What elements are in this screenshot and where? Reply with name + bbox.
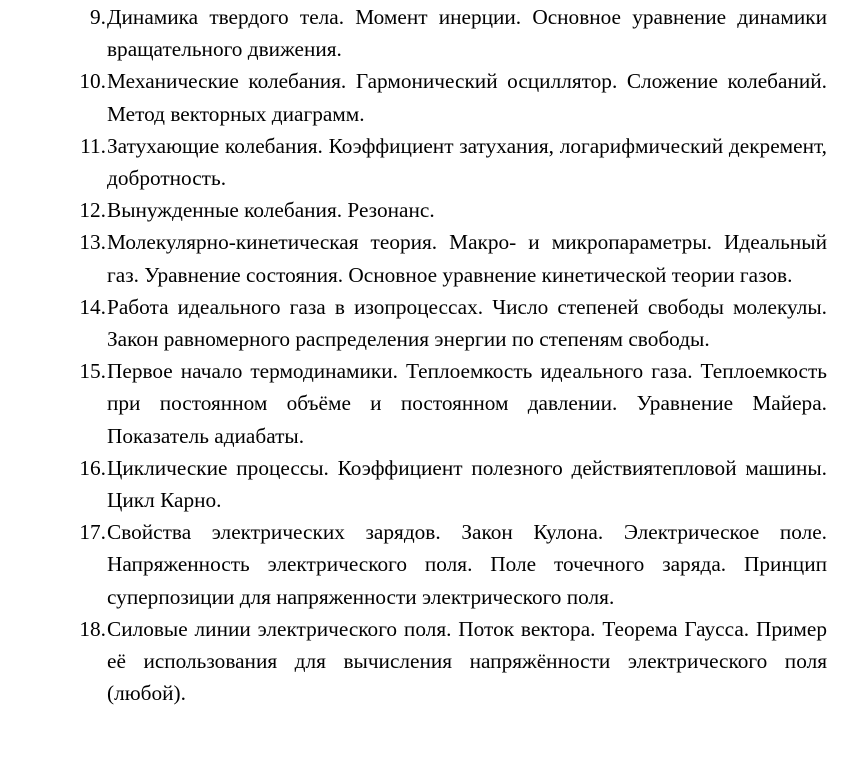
item-text: Работа идеального газа в изопроцессах. Число степеней свободы молекулы. Закон равномерного распределения энергии по степеням свободы. bbox=[107, 294, 827, 352]
item-number: 13. bbox=[79, 230, 106, 255]
list-item bbox=[0, 194, 849, 226]
item-number: 10. bbox=[79, 69, 106, 94]
list-item bbox=[0, 355, 849, 452]
list-item bbox=[0, 226, 849, 290]
item-number: 18. bbox=[79, 616, 106, 641]
item-number: 15. bbox=[79, 359, 106, 384]
item-number: 11. bbox=[80, 133, 106, 158]
item-number: 9. bbox=[90, 5, 106, 29]
item-text: Силовые линии электрического поля. Поток вектора. Теорема Гаусса. Пример её использования для вычисления напряжённости электрического поля (любой). bbox=[107, 616, 827, 706]
item-number: 14. bbox=[79, 294, 106, 319]
item-text: Затухающие колебания. Коэффициент затухания, логарифмический декремент, добротность. bbox=[107, 133, 827, 191]
item-text: Свойства электрических зарядов. Закон Кулона. Электрическое поле. Напряженность электрического поля. Поле точечного заряда. Принцип суперпозиции для напряженности электрического поля. bbox=[107, 520, 827, 609]
item-number: 12. bbox=[79, 198, 106, 223]
list-item bbox=[0, 130, 849, 194]
list-item bbox=[0, 291, 849, 355]
item-number: 17. bbox=[79, 520, 106, 545]
item-text: Вынужденные колебания. Резонанс. bbox=[107, 198, 435, 223]
item-text: Циклические процессы. Коэффициент полезного действиятепловой машины. Цикл Карно. bbox=[107, 455, 827, 513]
item-number: 16. bbox=[79, 455, 106, 480]
item-text: Механические колебания. Гармонический осциллятор. Сложение колебаний. Метод векторных диаграмм. bbox=[107, 69, 827, 126]
item-text: Первое начало термодинамики. Теплоемкость идеального газа. Теплоемкость при постоянном объёме и постоянном давлении. Уравнение Майера. Показатель адиабаты. bbox=[107, 359, 827, 448]
list-item bbox=[0, 613, 849, 710]
list-item bbox=[0, 516, 849, 613]
item-text: Молекулярно-кинетическая теория. Макро- и микропараметры. Идеальный газ. Уравнение состояния. Основное уравнение кинетической теории газов. bbox=[107, 230, 827, 287]
list-item bbox=[0, 1, 849, 65]
list-item bbox=[0, 452, 849, 516]
topics-list bbox=[0, 1, 849, 709]
item-text: Динамика твердого тела. Момент инерции. Основное уравнение динамики вращательного движения. bbox=[107, 5, 827, 62]
list-item bbox=[0, 65, 849, 129]
